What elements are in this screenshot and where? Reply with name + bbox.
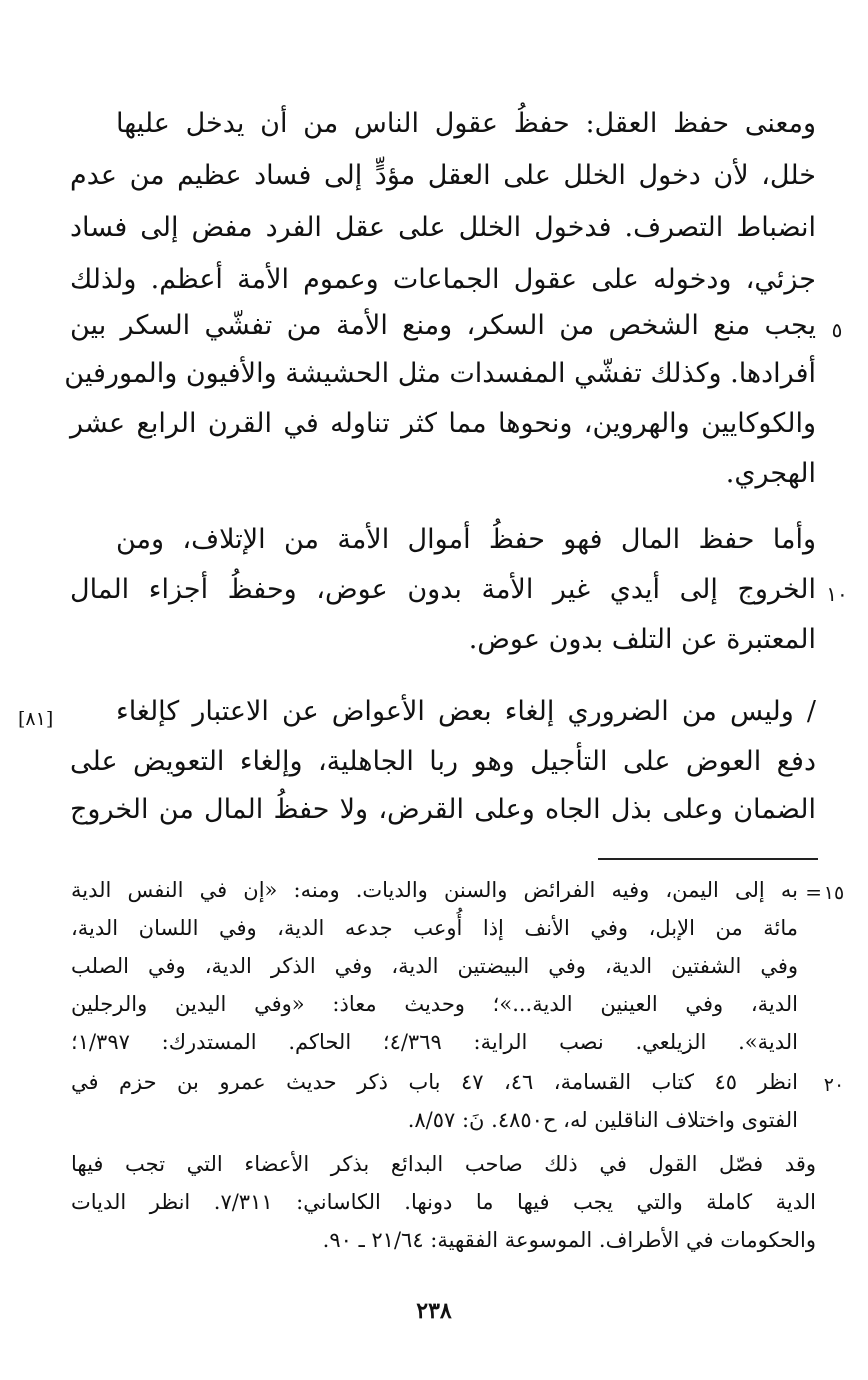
footnote-continuation-marker: = <box>805 880 822 904</box>
body-line: خلل، لأن دخول الخلل على العقل مؤدٍّ إلى فساد عظيم من عدم <box>70 160 816 191</box>
footnote-line-number: ١٥ <box>823 882 845 904</box>
footnote-separator <box>598 858 818 860</box>
footnote-line: الدية». الزيلعي. نصب الراية: ٤/٣٦٩؛ الحاكم. المستدرك: ١/٣٩٧؛ <box>71 1030 798 1054</box>
body-line: الهجري. <box>725 458 816 489</box>
footnote-line: وفي الشفتين الدية، وفي البيضتين الدية، وفي الذكر الدية، وفي الصلب <box>71 954 798 978</box>
footnote-line-number: ٢٠ <box>823 1074 845 1096</box>
body-line: أفرادها. وكذلك تفشّي المفسدات مثل الحشيشة والأفيون والمورفين <box>64 358 816 389</box>
footnote-line: به إلى اليمن، وفيه الفرائض والسنن والديات. ومنه: «إن في النفس الدية <box>71 878 798 902</box>
body-line: يجب منع الشخص من السكر، ومنع الأمة من تفشّي السكر بين <box>70 310 816 341</box>
page-number: ٢٣٨ <box>416 1298 452 1324</box>
footnote-line: وقد فصّل القول في ذلك صاحب البدائع بذكر الأعضاء التي تجب فيها <box>71 1152 816 1176</box>
footnote-line: مائة من الإبل، وفي الأنف إذا أُوعب جدعه الدية، وفي اللسان الدية، <box>71 916 798 940</box>
line-number: ١٠ <box>826 582 848 606</box>
body-line: / وليس من الضروري إلغاء بعض الأعواض عن الاعتبار كإلغاء <box>116 696 816 727</box>
body-line: انضباط التصرف. فدخول الخلل على عقل الفرد مفض إلى فساد <box>70 212 816 243</box>
body-line: والكوكايين والهروين، ونحوها مما كثر تناوله في القرن الرابع عشر <box>70 408 816 439</box>
footnote-line: الدية، وفي العينين الدية...»؛ وحديث معاذ: «وفي اليدين والرجلين <box>71 992 798 1016</box>
body-line: الضمان وعلى بذل الجاه وعلى القرض، ولا حفظُ المال من الخروج <box>70 794 816 825</box>
body-line: جزئي، ودخوله على عقول الجماعات وعموم الأمة أعظم. ولذلك <box>70 264 816 295</box>
footnote-line: الدية كاملة والتي يجب فيها ما دونها. الكاساني: ٧/٣١١. انظر الديات <box>71 1190 816 1214</box>
footnote-line: انظر ٤٥ كتاب القسامة، ٤٦، ٤٧ باب ذكر حديث عمرو بن حزم في <box>71 1070 798 1094</box>
body-line: ومعنى حفظ العقل: حفظُ عقول الناس من أن يدخل عليها <box>116 108 816 139</box>
body-line: وأما حفظ المال فهو حفظُ أموال الأمة من الإتلاف، ومن <box>116 524 816 555</box>
margin-page-reference: [٨١] <box>18 708 54 730</box>
body-line: الخروج إلى أيدي غير الأمة بدون عوض، وحفظُ أجزاء المال <box>70 574 816 605</box>
body-line: دفع العوض على التأجيل وهو ربا الجاهلية، وإلغاء التعويض على <box>70 746 816 777</box>
footnote-line: والحكومات في الأطراف. الموسوعة الفقهية: ٢١/٦٤ ـ ٩٠. <box>322 1228 816 1252</box>
line-number: ٥ <box>831 318 843 342</box>
footnote-line: الفتوى واختلاف الناقلين له، ح٤٨٥٠. نَ: ٨/٥٧. <box>407 1108 798 1132</box>
body-line: المعتبرة عن التلف بدون عوض. <box>468 624 816 655</box>
